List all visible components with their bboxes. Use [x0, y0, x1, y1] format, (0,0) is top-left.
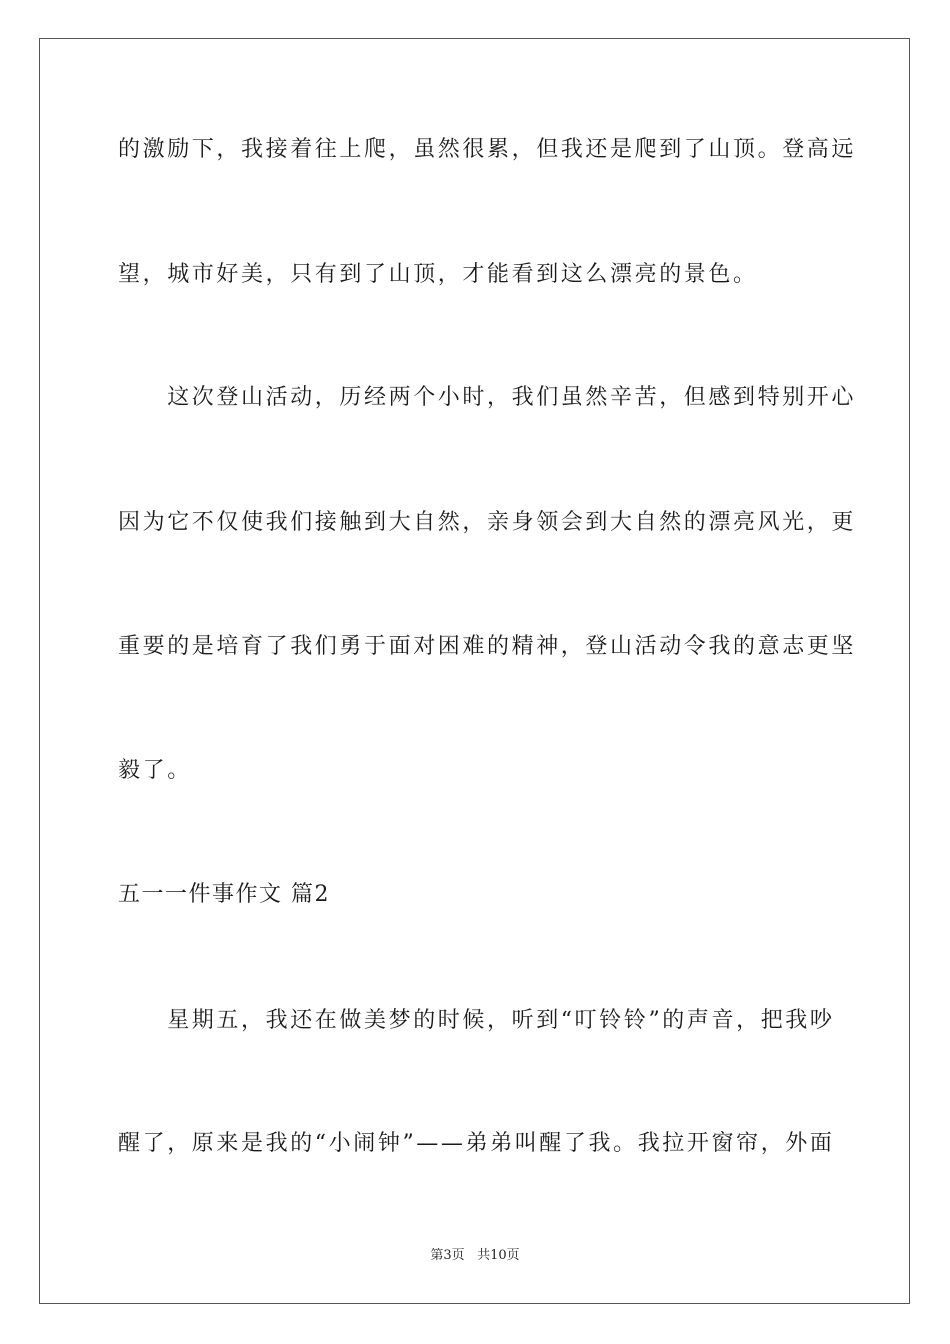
section-heading: 五一一件事作文 篇2 — [118, 882, 330, 907]
paragraph-line: 重要的是培育了我们勇于面对困难的精神，登山活动令我的意志更坚 — [118, 634, 857, 659]
paragraph-line: 这次登山活动，历经两个小时，我们虽然辛苦，但感到特别开心 — [118, 385, 857, 410]
page-total: 共10页 — [477, 1248, 520, 1263]
paragraph-line: 醒了，原来是我的“小闹钟”——弟弟叫醒了我。我拉开窗帘，外面 — [118, 1131, 835, 1156]
paragraph-line: 星期五，我还在做美梦的时候，听到“叮铃铃”的声音，把我吵 — [118, 1008, 835, 1033]
paragraph-line: 因为它不仅使我们接触到大自然，亲身领会到大自然的漂亮风光，更 — [118, 510, 857, 535]
page-footer — [0, 1247, 950, 1265]
paragraph-line: 的激励下，我接着往上爬，虽然很累，但我还是爬到了山顶。登高远 — [118, 137, 857, 162]
paragraph-line: 毅了。 — [118, 758, 192, 783]
page-number: 第3页 — [430, 1248, 465, 1263]
page-border — [39, 38, 910, 1304]
paragraph-line: 望，城市好美，只有到了山顶，才能看到这么漂亮的景色。 — [118, 262, 758, 287]
